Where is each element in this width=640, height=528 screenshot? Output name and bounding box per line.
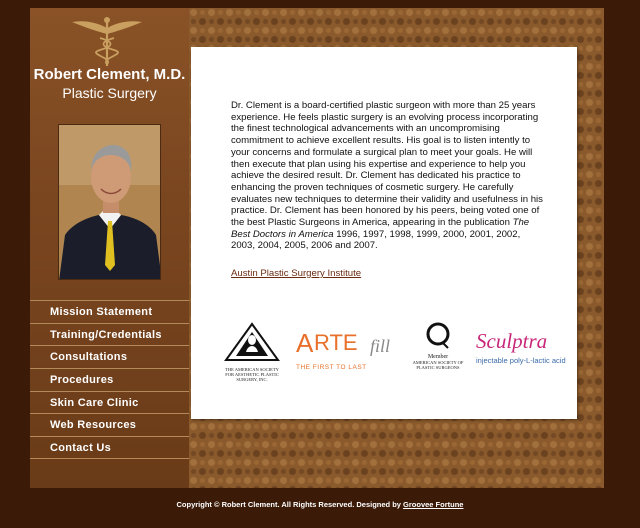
publication-title: The Best Doctors in America xyxy=(231,217,530,240)
nav-item-training-credentials[interactable]: Training/Credentials xyxy=(30,323,189,346)
artefill-brand-rte: RTE xyxy=(314,330,358,355)
artefill-tagline: THE FIRST TO LAST xyxy=(296,364,367,371)
doctor-portrait xyxy=(58,124,161,280)
artefill-brand-a: A xyxy=(296,328,314,358)
sculptra-logo[interactable] xyxy=(476,329,566,372)
institute-link[interactable]: Austin Plastic Surgery Institute xyxy=(231,268,362,279)
doctor-name: Robert Clement, M.D. xyxy=(33,66,186,83)
asaps-triangle-icon xyxy=(222,322,282,362)
asps-emblem-icon xyxy=(412,320,464,350)
asaps-logo[interactable] xyxy=(222,322,282,382)
sculptra-brand: Sculptra xyxy=(476,329,548,353)
footer xyxy=(0,500,640,509)
asaps-text: THE AMERICAN SOCIETY FOR AESTHETIC PLASTIC SURGERY, INC. xyxy=(225,367,279,382)
artefill-fill-text: fill xyxy=(370,336,391,356)
nav-item-procedures[interactable]: Procedures xyxy=(30,368,189,391)
nav-item-mission-statement[interactable]: Mission Statement xyxy=(30,300,189,323)
artefill-logo[interactable] xyxy=(296,328,404,372)
nav-item-skin-care-clinic[interactable]: Skin Care Clinic xyxy=(30,391,189,414)
sidebar-nav xyxy=(30,300,189,459)
bio-text-part1: Dr. Clement is a board-certified plastic surgeon with more than 25 years experience. He feels plastic surgery is an evolving process incorporating the finest technological advancements with an uncompromising commitment to achieve excellent results. His goal is to listen intently to your concerns and formulate a surgical plan to meet your goals. He will then execute that plan using his expertise and experience to help you achieve the desired result. Dr. Clement has dedicated his practice to enhancing the proven techniques of cosmetic surgery. He carefully evaluates new techniques to determine their validity and usefulness in his practice. Dr. Clement has been honored by his peers, being voted one of the best Plastic Surgeons in America, appearing in the publication xyxy=(231,100,543,229)
member-org: AMERICAN SOCIETY OF PLASTIC SURGEONS xyxy=(412,360,464,370)
copyright-text: Copyright © Robert Clement. All Rights Reserved. Designed by xyxy=(176,500,404,509)
sculptra-tagline: injectable poly-L-lactic acid xyxy=(476,356,566,365)
specialty-title: Plastic Surgery xyxy=(62,85,157,101)
nav-item-contact-us[interactable]: Contact Us xyxy=(30,436,189,459)
nav-item-web-resources[interactable]: Web Resources xyxy=(30,413,189,436)
designer-link[interactable]: Groovee Fortune xyxy=(403,500,464,509)
bio-paragraph xyxy=(231,100,543,252)
member-label: Member xyxy=(427,354,449,360)
caduceus-logo-icon xyxy=(70,16,144,66)
bio-text-part2: 1996, 1997, 1998, 1999, 2000, 2001, 2002, 2003, 2004, 2005, 2006 and 2007. xyxy=(231,228,521,252)
asps-member-logo[interactable] xyxy=(412,320,464,376)
nav-item-consultations[interactable]: Consultations xyxy=(30,345,189,368)
